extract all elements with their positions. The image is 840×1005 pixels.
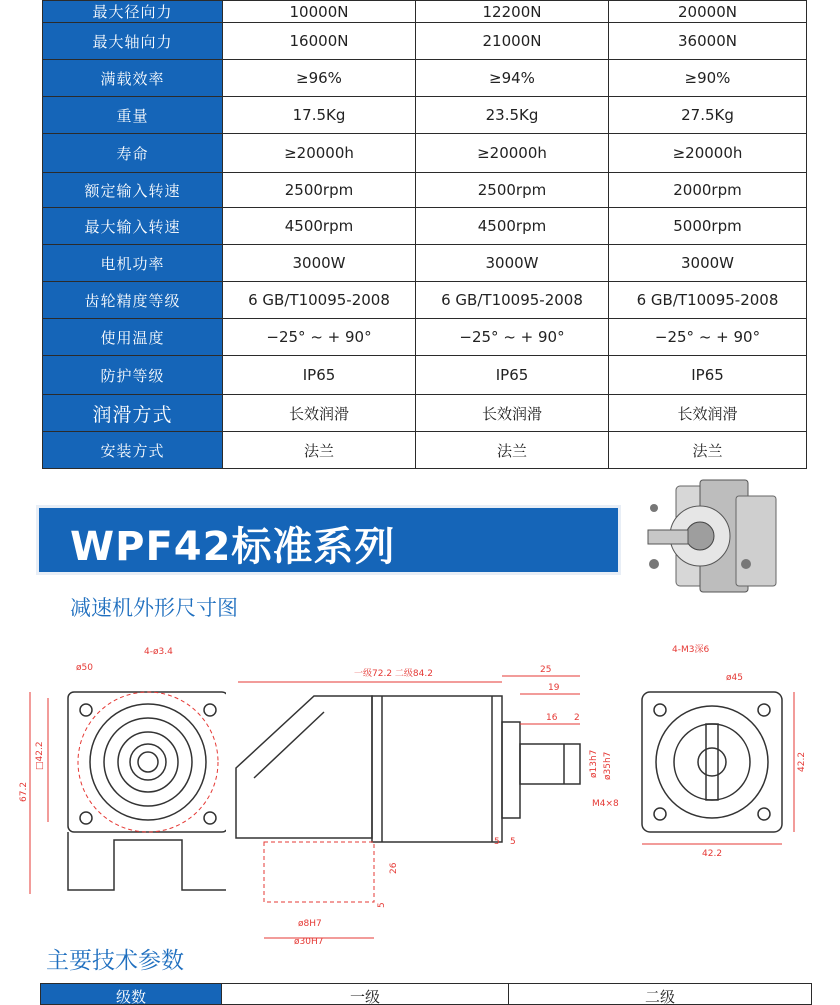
side-d13-label: ø13h7 bbox=[589, 749, 599, 778]
spec-value-stage-2: ≥20000h bbox=[416, 134, 609, 173]
front-d50-label: ø50 bbox=[76, 663, 93, 673]
params-table-header bbox=[40, 983, 812, 1005]
side-25-label: 25 bbox=[540, 665, 552, 675]
spec-value-stage-1: 17.5Kg bbox=[223, 97, 416, 134]
side-16-label: 16 bbox=[546, 713, 558, 723]
spec-value-stage-2: 4500rpm bbox=[416, 208, 609, 245]
spec-value-stage-3: ≥90% bbox=[609, 60, 807, 97]
front-67-label: 67.2 bbox=[19, 781, 29, 802]
spec-label: 满载效率 bbox=[43, 60, 223, 97]
spec-value-stage-3: 2000rpm bbox=[609, 173, 807, 208]
stage-two-header: 二级 bbox=[644, 988, 675, 1004]
rear-d45-label: ø45 bbox=[726, 673, 743, 683]
spec-label: 齿轮精度等级 bbox=[43, 282, 223, 319]
spec-label: 最大轴向力 bbox=[43, 23, 223, 60]
spec-value-stage-2: ≥94% bbox=[416, 60, 609, 97]
spec-row bbox=[43, 245, 807, 282]
spec-row bbox=[43, 395, 807, 432]
spec-value-stage-2: IP65 bbox=[416, 356, 609, 395]
side-d8-label: ø8H7 bbox=[298, 919, 322, 929]
side-d35-label: ø35h7 bbox=[603, 751, 613, 780]
product-photo bbox=[640, 478, 790, 603]
spec-value-stage-3: −25° ~ + 90° bbox=[609, 319, 807, 356]
main-params-heading: 主要技术参数 bbox=[46, 948, 184, 974]
spec-value-stage-3: 法兰 bbox=[609, 432, 807, 469]
spec-row bbox=[43, 134, 807, 173]
spec-label: 重量 bbox=[43, 97, 223, 134]
spec-value-stage-1: 6 GB/T10095-2008 bbox=[223, 282, 416, 319]
spec-value-stage-1: 16000N bbox=[223, 23, 416, 60]
spec-value-stage-2: 23.5Kg bbox=[416, 97, 609, 134]
spec-value-stage-1: 10000N bbox=[223, 1, 416, 23]
stage-header: 级数 bbox=[41, 984, 222, 1004]
spec-row bbox=[43, 1, 807, 23]
spec-label: 最大径向力 bbox=[43, 1, 223, 23]
spec-value-stage-1: 长效润滑 bbox=[223, 395, 416, 432]
spec-value-stage-1: 2500rpm bbox=[223, 173, 416, 208]
stage-one-header: 一级 bbox=[222, 984, 509, 1004]
front-4d34-label: 4-ø3.4 bbox=[144, 647, 173, 657]
spec-label: 寿命 bbox=[43, 134, 223, 173]
side-d30-label: ø30H7 bbox=[294, 937, 324, 947]
side-stage-label: 一级72.2 二级84.2 bbox=[354, 669, 433, 679]
spec-label: 润滑方式 bbox=[43, 395, 223, 432]
side-19-label: 19 bbox=[548, 683, 560, 693]
spec-row bbox=[43, 60, 807, 97]
spec-row bbox=[43, 432, 807, 469]
spec-value-stage-3: 5000rpm bbox=[609, 208, 807, 245]
rear-42h-label: 42.2 bbox=[702, 849, 723, 859]
spec-value-stage-3: 6 GB/T10095-2008 bbox=[609, 282, 807, 319]
spec-value-stage-2: 3000W bbox=[416, 245, 609, 282]
spec-value-stage-2: 6 GB/T10095-2008 bbox=[416, 282, 609, 319]
spec-value-stage-2: 2500rpm bbox=[416, 173, 609, 208]
spec-value-stage-2: 长效润滑 bbox=[416, 395, 609, 432]
dimension-heading: 减速机外形尺寸图 bbox=[70, 596, 238, 620]
spec-value-stage-3: 27.5Kg bbox=[609, 97, 807, 134]
front-view-drawing bbox=[18, 640, 226, 902]
spec-value-stage-3: 长效润滑 bbox=[609, 395, 807, 432]
spec-value-stage-1: ≥96% bbox=[223, 60, 416, 97]
side-m4-label: M4×8 bbox=[592, 799, 619, 809]
side-5c-label: 5 bbox=[377, 902, 387, 908]
rear-4m3-label: 4-M3深6 bbox=[672, 645, 710, 655]
spec-value-stage-3: ≥20000h bbox=[609, 134, 807, 173]
rear-42v-label: 42.2 bbox=[797, 751, 807, 772]
spec-value-stage-3: 3000W bbox=[609, 245, 807, 282]
side-5b-label: 5 bbox=[510, 837, 516, 847]
spec-value-stage-3: 20000N bbox=[609, 1, 807, 23]
spec-value-stage-2: 法兰 bbox=[416, 432, 609, 469]
front-42-label: □42.2 bbox=[35, 741, 45, 770]
spec-value-stage-2: −25° ~ + 90° bbox=[416, 319, 609, 356]
spec-value-stage-3: 36000N bbox=[609, 23, 807, 60]
side-26-label: 26 bbox=[389, 862, 399, 874]
side-view-drawing bbox=[234, 660, 630, 950]
spec-row bbox=[43, 23, 807, 60]
rear-view-drawing bbox=[630, 638, 810, 860]
spec-row bbox=[43, 319, 807, 356]
spec-value-stage-1: −25° ~ + 90° bbox=[223, 319, 416, 356]
spec-table bbox=[42, 0, 807, 469]
spec-label: 最大输入转速 bbox=[43, 208, 223, 245]
spec-value-stage-3: IP65 bbox=[609, 356, 807, 395]
spec-row bbox=[43, 97, 807, 134]
spec-value-stage-1: IP65 bbox=[223, 356, 416, 395]
series-title: WPF42标准系列 bbox=[70, 524, 396, 570]
spec-value-stage-1: 4500rpm bbox=[223, 208, 416, 245]
spec-value-stage-1: 法兰 bbox=[223, 432, 416, 469]
spec-value-stage-2: 21000N bbox=[416, 23, 609, 60]
spec-label: 额定输入转速 bbox=[43, 173, 223, 208]
side-2-label: 2 bbox=[574, 713, 580, 723]
spec-label: 防护等级 bbox=[43, 356, 223, 395]
spec-row bbox=[43, 208, 807, 245]
spec-label: 安装方式 bbox=[43, 432, 223, 469]
spec-row bbox=[43, 356, 807, 395]
spec-label: 电机功率 bbox=[43, 245, 223, 282]
series-banner bbox=[36, 505, 621, 575]
spec-label: 使用温度 bbox=[43, 319, 223, 356]
spec-value-stage-2: 12200N bbox=[416, 1, 609, 23]
spec-value-stage-1: 3000W bbox=[223, 245, 416, 282]
spec-row bbox=[43, 282, 807, 319]
side-5a-label: 5 bbox=[494, 837, 500, 847]
spec-row bbox=[43, 173, 807, 208]
spec-value-stage-1: ≥20000h bbox=[223, 134, 416, 173]
